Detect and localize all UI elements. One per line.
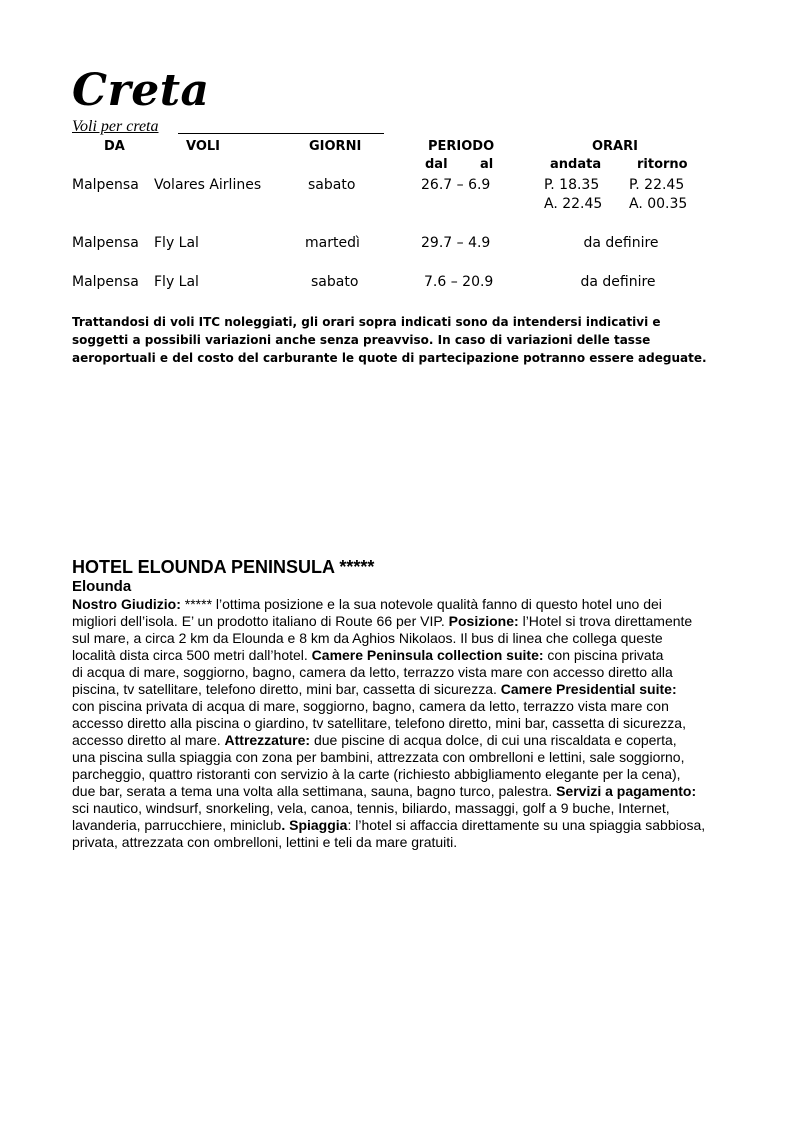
description-text: due bar, serata a tema una volta alla settimana, sauna, bagno turco, palestra. (72, 783, 557, 799)
description-text: ***** l’ottima posizione e la sua notevole qualità fanno di questo hotel uno dei (180, 596, 662, 612)
row1-andata-arrival: A. 22.45 (544, 196, 603, 212)
header-da: DA (104, 139, 125, 154)
disclaimer-line: Trattandosi di voli ITC noleggiati, gli orari sopra indicati sono da intendersi indicativi e (72, 315, 661, 329)
description-line (72, 817, 752, 834)
row1-da: Malpensa (72, 177, 139, 193)
description-text: due piscine di acqua dolce, di cui una riscaldata e coperta, (310, 732, 677, 748)
description-text: con piscina privata (543, 647, 664, 663)
header-orari-ritorno: ritorno (637, 157, 688, 172)
description-text: sul mare, a circa 2 km da Elounda e 8 km da Aghios Nikolaos. Il bus di linea che collega queste (72, 630, 663, 646)
description-line (72, 596, 752, 613)
description-text: sci nautico, windsurf, snorkeling, vela, canoa, tennis, biliardo, massaggi, golf a 9 buche, Internet, (72, 800, 670, 816)
page-subtitle: Voli per creta (72, 118, 159, 135)
row1-periodo: 26.7 – 6.9 (421, 177, 491, 193)
row2-orari: da definire (583, 235, 659, 251)
description-text: privata, attrezzata con ombrelloni, lettini e teli da mare gratuiti. (72, 834, 458, 850)
description-line (72, 613, 752, 630)
row3-da: Malpensa (72, 274, 139, 290)
row1-ritorno-arrival: A. 00.35 (629, 196, 688, 212)
row2-da: Malpensa (72, 235, 139, 251)
header-giorni: GIORNI (309, 139, 362, 154)
row2-voli: Fly Lal (154, 235, 199, 251)
description-heading: Camere Presidential suite: (500, 681, 677, 697)
header-voli: VOLI (186, 139, 221, 154)
description-line (72, 647, 752, 664)
header-orari: ORARI (592, 139, 638, 154)
description-text: lavanderia, parrucchiere, miniclub (72, 817, 282, 833)
description-line (72, 800, 752, 817)
description-line (72, 715, 752, 732)
row1-giorni: sabato (308, 177, 356, 193)
row3-periodo: 7.6 – 20.9 (424, 274, 494, 290)
description-line (72, 630, 752, 647)
row3-voli: Fly Lal (154, 274, 199, 290)
hotel-description (72, 596, 752, 851)
row1-voli: Volares Airlines (154, 177, 262, 193)
hotel-location: Elounda (72, 578, 132, 595)
description-text: accesso diretto alla piscina o giardino, tv satellitare, telefono diretto, mini bar, cassetta di sicurezza, (72, 715, 686, 731)
row2-periodo: 29.7 – 4.9 (421, 235, 491, 251)
description-line (72, 664, 752, 681)
header-periodo: PERIODO (428, 139, 495, 154)
row2-giorni: martedì (305, 235, 360, 251)
description-text: una piscina sulla spiaggia con zona per bambini, attrezzata con ombrelloni e lettini, sale soggiorno, (72, 749, 685, 765)
description-text: parcheggio, quattro ristoranti con servizio à la carte (richiesto abbigliamento elegante per la cena), (72, 766, 681, 782)
page-title: Creta (72, 65, 210, 116)
description-line (72, 749, 752, 766)
header-periodo-al: al (480, 157, 494, 172)
row1-andata: P. 18.35 (544, 177, 600, 193)
header-periodo-dal: dal (425, 157, 448, 172)
description-line (72, 698, 752, 715)
subtitle-underline (178, 133, 384, 134)
description-line (72, 766, 752, 783)
description-text: l’Hotel si trova direttamente (518, 613, 693, 629)
row3-giorni: sabato (311, 274, 359, 290)
row3-orari: da definire (580, 274, 656, 290)
description-heading: Servizi a pagamento: (556, 783, 697, 799)
description-heading: Nostro Giudizio: (72, 596, 181, 612)
disclaimer-line: soggetti a possibili variazioni anche senza preavviso. In caso di variazioni delle tasse (72, 333, 651, 347)
description-text: con piscina privata di acqua di mare, soggiorno, bagno, camera da letto, terrazzo vista mare con (72, 698, 669, 714)
description-heading: Camere Peninsula collection suite: (311, 647, 544, 663)
description-text: migliori dell’isola. E’ un prodotto italiano di Route 66 per VIP. (72, 613, 449, 629)
description-text: località dista circa 500 metri dall’hotel. (72, 647, 312, 663)
description-text: accesso diretto al mare. (72, 732, 225, 748)
disclaimer-line: aeroportuali e del costo del carburante le quote di partecipazione potranno essere adeguate. (72, 351, 707, 365)
description-heading: Attrezzature: (224, 732, 311, 748)
description-text: di acqua di mare, soggiorno, bagno, camera da letto, terrazzo vista mare con accesso diretto alla (72, 664, 673, 680)
hotel-name: HOTEL ELOUNDA PENINSULA ***** (72, 557, 375, 577)
row1-ritorno: P. 22.45 (629, 177, 685, 193)
description-heading: Posizione: (448, 613, 519, 629)
header-orari-andata: andata (550, 157, 602, 172)
description-line (72, 783, 752, 800)
flights-disclaimer (72, 313, 732, 367)
description-line (72, 681, 752, 698)
description-line (72, 834, 752, 851)
description-heading: . Spiaggia (281, 817, 348, 833)
description-line (72, 732, 752, 749)
description-text: : l’hotel si affaccia direttamente su una spiaggia sabbiosa, (347, 817, 706, 833)
description-text: piscina, tv satellitare, telefono diretto, mini bar, cassetta di sicurezza. (72, 681, 501, 697)
